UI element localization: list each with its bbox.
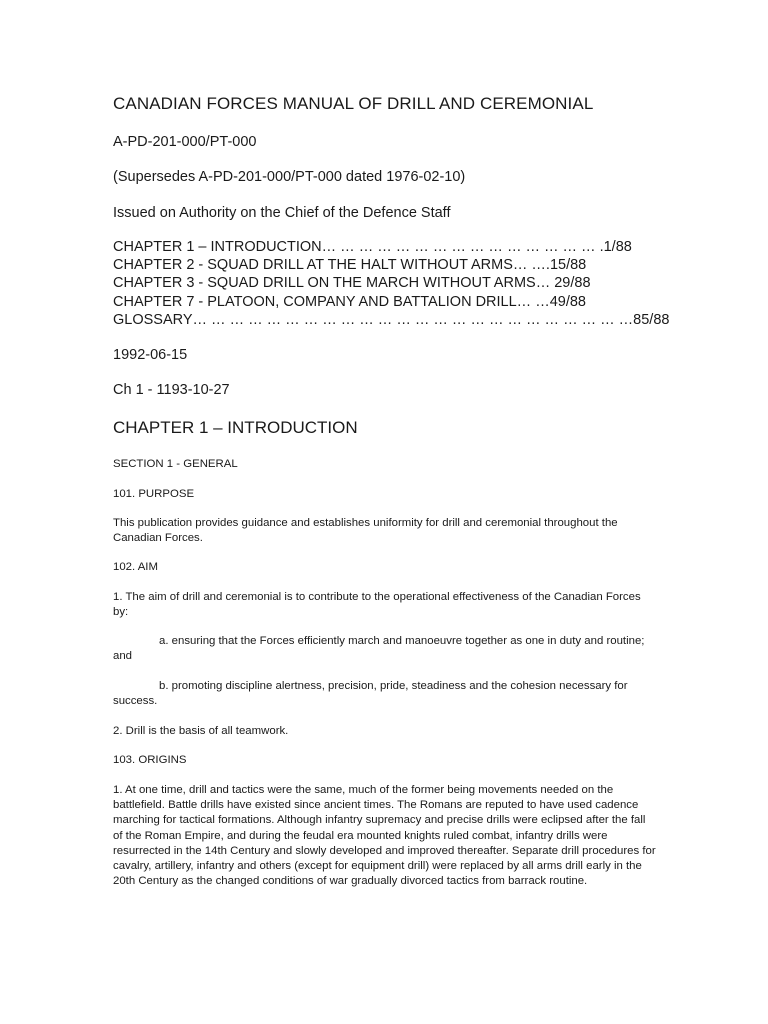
- aim-paragraph-2: 2. Drill is the basis of all teamwork.: [113, 725, 289, 737]
- supersedes-note: (Supersedes A-PD-201-000/PT-000 dated 1976-02-10): [113, 169, 466, 185]
- toc-entry: CHAPTER 3 - SQUAD DRILL ON THE MARCH WITHOUT ARMS… 29/88: [113, 275, 591, 292]
- toc-entry: CHAPTER 2 - SQUAD DRILL AT THE HALT WITHOUT ARMS… ….15/88: [113, 257, 587, 274]
- aim-heading: 102. AIM: [113, 561, 158, 573]
- toc-entry: CHAPTER 1 – INTRODUCTION… … … … … … … … … … … … … … … .1/88: [113, 239, 632, 255]
- issue-date: 1992-06-15: [113, 347, 188, 363]
- toc-entry: CHAPTER 7 - PLATOON, COMPANY AND BATTALION DRILL… …49/88: [113, 293, 586, 310]
- section-heading: SECTION 1 - GENERAL: [113, 458, 238, 470]
- purpose-heading: 101. PURPOSE: [113, 488, 195, 500]
- publication-number: A-PD-201-000/PT-000: [113, 134, 257, 150]
- aim-paragraph-1: 1. The aim of drill and ceremonial is to contribute to the operational effectiveness of the Canadian Forces by:: [113, 591, 641, 619]
- aim-item-b: [113, 679, 658, 709]
- origins-heading: 103. ORIGINS: [113, 754, 187, 766]
- origins-paragraph: 1. At one time, drill and tactics were the same, much of the former being movements needed on the battlefield. Battle drills have existed since ancient times. The Romans are reputed to have used cadence marching for tactical formations. Although infantry supremacy and precise drills were eclipsed after the fall of the Roman Empire, and during the feudal era mounted knights ruled combat, infantry drills were resurrected in the 14th Century and slowly developed and improved thereafter. Separate drill procedures for cavalry, artillery, infantry and others (except for equipment drill) were replaced by all arms drill early in the 20th Century as the changed conditions of war gradually divorced tactics from barrack routine.: [113, 784, 656, 888]
- purpose-paragraph: This publication provides guidance and establishes uniformity for drill and ceremonial throughout the Canadian Forces.: [113, 517, 618, 545]
- document-title: CANADIAN FORCES MANUAL OF DRILL AND CEREMONIAL: [113, 94, 594, 113]
- aim-item-a-text: a. ensuring that the Forces efficiently march and manoeuvre together as one in duty and routine; and: [113, 635, 645, 663]
- authority-statement: Issued on Authority on the Chief of the Defence Staff: [113, 205, 451, 221]
- table-of-contents: [113, 238, 669, 329]
- chapter-heading: CHAPTER 1 – INTRODUCTION: [113, 418, 358, 437]
- aim-item-a: [113, 634, 658, 664]
- toc-entry: GLOSSARY… … … … … … … … … … … … … … … … … … … … … … … …85/88: [113, 311, 670, 328]
- aim-item-b-text: b. promoting discipline alertness, precision, pride, steadiness and the cohesion necessary for success.: [113, 680, 628, 708]
- change-note: Ch 1 - 1193-10-27: [113, 382, 230, 398]
